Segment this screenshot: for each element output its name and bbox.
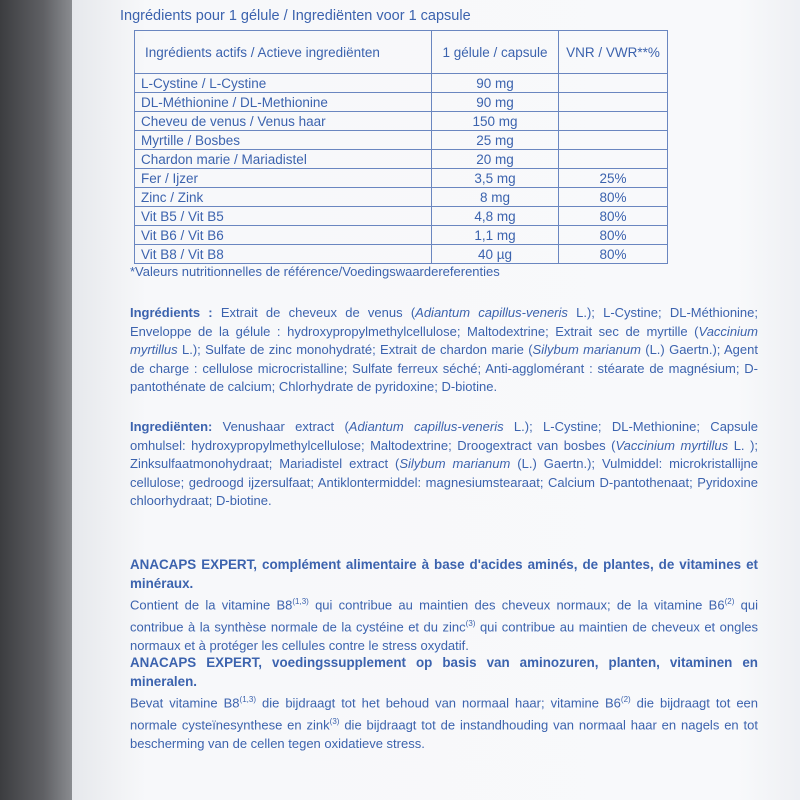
table-row <box>135 131 668 150</box>
cell-vnr <box>559 112 668 131</box>
cell-ingredient: Chardon marie / Mariadistel <box>135 150 432 169</box>
claim-nl <box>130 654 758 754</box>
cell-ingredient: Vit B6 / Vit B6 <box>135 226 432 245</box>
cell-vnr: 80% <box>559 226 668 245</box>
footnote: *Valeurs nutritionnelles de référence/Voedingswaardereferenties <box>130 264 500 279</box>
cell-ingredient: L-Cystine / L-Cystine <box>135 74 432 93</box>
cell-ingredient: Cheveu de venus / Venus haar <box>135 112 432 131</box>
text-span: Venushaar extract ( <box>212 419 349 434</box>
claim-fr-title: ANACAPS EXPERT, complément alimentaire à base d'acides aminés, de plantes, de vitamines et minéraux. <box>130 557 758 591</box>
cell-vnr <box>559 93 668 112</box>
table-row <box>135 112 668 131</box>
table-row <box>135 169 668 188</box>
table-row <box>135 226 668 245</box>
col-header-vnr: VNR / VWR**% <box>559 31 668 74</box>
table-row <box>135 150 668 169</box>
footnote-ref: (2) <box>724 597 735 607</box>
ingredients-nl-label: Ingrediënten: <box>130 419 213 434</box>
ingredients-fr-label: Ingrédients : <box>130 305 213 320</box>
cell-ingredient: Fer / Ijzer <box>135 169 432 188</box>
text-span: qui contribue au maintien des cheveux normaux; de la vitamine B6 <box>308 597 725 613</box>
cell-ingredient: Myrtille / Bosbes <box>135 131 432 150</box>
label-panel <box>72 0 800 800</box>
cell-amount: 20 mg <box>432 150 559 169</box>
text-span: die bijdraagt tot de instandhouding van normaal haar en nagels en tot bescherming van de cellen tegen oxidatieve stress. <box>130 717 758 752</box>
text-span: qui contribue à la synthèse normale de la cystéine et du zinc <box>130 597 758 635</box>
latin-name: Silybum marianum <box>399 456 511 472</box>
footnote-ref: (3) <box>465 619 476 629</box>
col-header-amount: 1 gélule / capsule <box>432 31 559 74</box>
text-span: L.); L-Cystine; DL-Méthionine; Enveloppe de la gélule : hydroxypropylmethylcellulose; Maltodextrine; Extrait sec de myrtille ( <box>130 305 759 339</box>
cell-ingredient: Zinc / Zink <box>135 188 432 207</box>
cell-vnr: 80% <box>559 188 668 207</box>
cell-amount: 8 mg <box>432 188 559 207</box>
latin-name: Silybum marianum <box>532 342 641 358</box>
col-header-ingredient: Ingrédients actifs / Actieve ingrediënten <box>135 31 432 74</box>
ingredients-fr <box>130 304 758 397</box>
text-span: L.); Sulfate de zinc monohydraté; Extrait de chardon marie ( <box>177 342 533 358</box>
cell-amount: 90 mg <box>432 93 559 112</box>
table-row <box>135 93 668 112</box>
box-side-shadow <box>0 0 72 800</box>
latin-name: Vaccinium myrtillus <box>130 323 758 358</box>
table-caption: Ingrédients pour 1 gélule / Ingrediënten voor 1 capsule <box>120 8 471 24</box>
nutrition-table <box>134 30 668 264</box>
footnote-ref: (1,3) <box>239 695 256 705</box>
claim-nl-title: ANACAPS EXPERT, voedingssupplement op basis van aminozuren, planten, vitaminen en mineralen. <box>130 655 758 689</box>
cell-vnr <box>559 131 668 150</box>
latin-name: Vaccinium myrtillus <box>615 437 729 453</box>
cell-amount: 150 mg <box>432 112 559 131</box>
text-span: L. ); Zinksulfaatmonohydraat; Mariadistel extract ( <box>130 437 759 472</box>
cell-amount: 90 mg <box>432 74 559 93</box>
text-span: die bijdraagt tot een normale cysteïnesynthese en zink <box>130 695 759 733</box>
table-row <box>135 74 668 93</box>
text-span: qui contribue au maintien de cheveux et ongles normaux et à protéger les cellules contre le stress oxydatif. <box>130 619 758 654</box>
claim-fr-body <box>130 593 758 655</box>
claim-fr <box>130 556 758 656</box>
cell-vnr <box>559 150 668 169</box>
text-span: Bevat vitamine B8 <box>130 695 240 711</box>
cell-vnr: 80% <box>559 207 668 226</box>
cell-amount: 4,8 mg <box>432 207 559 226</box>
text-span: Extrait de cheveux de venus ( <box>212 305 416 320</box>
table-row <box>135 207 668 226</box>
cell-amount: 25 mg <box>432 131 559 150</box>
cell-vnr <box>559 74 668 93</box>
cell-amount: 40 µg <box>432 245 559 264</box>
footnote-ref: (2) <box>620 695 631 705</box>
cell-ingredient: Vit B8 / Vit B8 <box>135 245 432 264</box>
text-span: Contient de la vitamine B8 <box>130 597 293 613</box>
footnote-ref: (1,3) <box>292 597 309 607</box>
cell-amount: 3,5 mg <box>432 169 559 188</box>
table-header-row <box>135 31 668 74</box>
cell-vnr: 25% <box>559 169 668 188</box>
text-span: L.); L-Cystine; DL-Methionine; Capsule omhulsel: hydroxypropylmethylcellulose; Maltodextrine; Droogextract van bosbes ( <box>130 419 758 453</box>
text-span: (L.) Gaertn.); Agent de charge : cellulose microcristalline; Sulfate ferreux séché; Anti-agglomérant : stéarate de magnésium; D-pantothénate de calcium; Chlorhydrate de pyridoxine; D-biotine. <box>130 342 758 395</box>
cell-ingredient: DL-Méthionine / DL-Methionine <box>135 93 432 112</box>
cell-ingredient: Vit B5 / Vit B5 <box>135 207 432 226</box>
cell-vnr: 80% <box>559 245 668 264</box>
table-row <box>135 188 668 207</box>
latin-name: Adiantum capillus-veneris <box>348 419 504 434</box>
latin-name: Adiantum capillus-veneris <box>415 305 568 320</box>
table-body <box>135 74 668 264</box>
claim-nl-body <box>130 691 758 753</box>
cell-amount: 1,1 mg <box>432 226 559 245</box>
ingredients-nl <box>130 418 758 511</box>
footnote-ref: (3) <box>329 717 340 727</box>
text-span: (L.) Gaertn.); Vulmiddel: microkristallijne cellulose; gedroogd ijzersulfaat; Antiklontermiddel: magnesiumstearaat; Calcium D-pantothenaat; Pyridoxine chloorhydraat; D-biotine. <box>130 456 758 509</box>
table-row <box>135 245 668 264</box>
text-span: die bijdraagt tot het behoud van normaal haar; vitamine B6 <box>256 695 621 711</box>
